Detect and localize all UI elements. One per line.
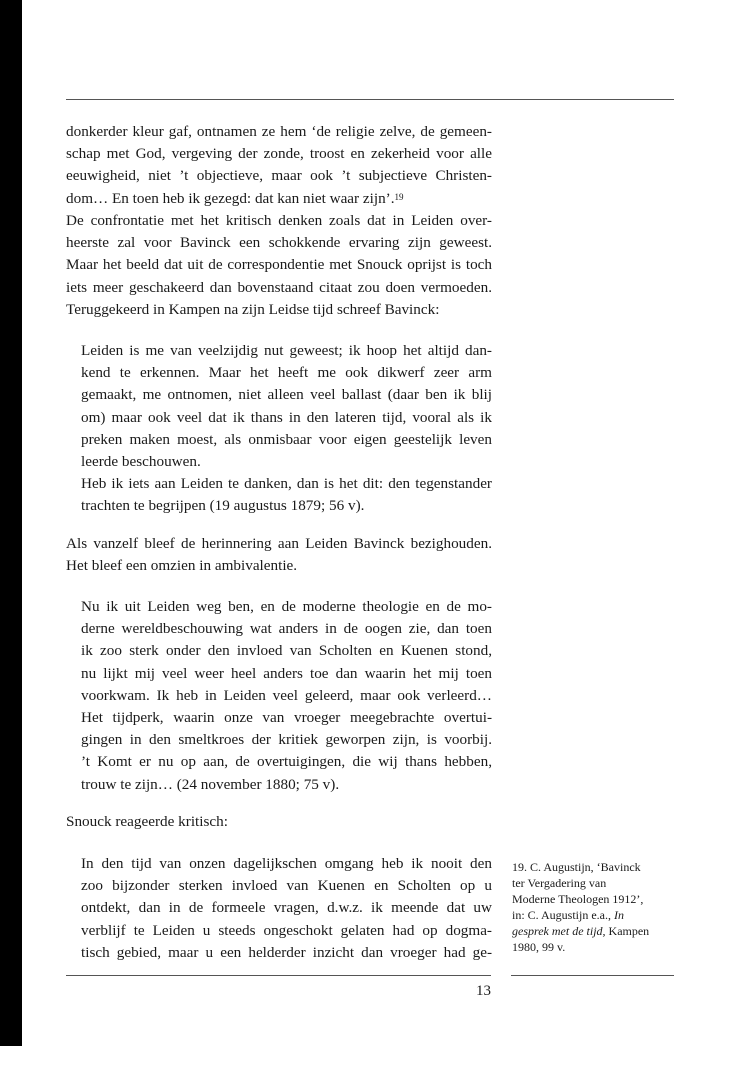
text-line: zoo bijzonder sterken invloed van Kuenen en Scholten op u [81, 877, 492, 895]
page-number: 13 [476, 983, 491, 999]
text-line [66, 188, 492, 210]
text-line: De confrontatie met het kritisch denken zoals dat in Leiden over- [66, 212, 492, 229]
text-line: om) maar ook veel dat ik thans in den lateren tijd, vooral als ik [81, 408, 492, 426]
footnote-text: Kampen [608, 924, 650, 938]
footnote-ref: 19 [394, 191, 404, 202]
text-line: Teruggekeerd in Kampen na zijn Leidse tijd schreef Bavinck: [66, 300, 440, 318]
footnote-text: in: C. Augustijn e.a., [512, 908, 611, 922]
footnote-italic: gesprek met de tijd, [512, 924, 606, 938]
footer-rule [66, 975, 491, 976]
text-line: schap met God, vergeving der zonde, troost en zekerheid voor alle [66, 145, 492, 163]
text-line: trachten te begrijpen (19 augustus 1879; 56 v). [81, 497, 365, 515]
text-line: Leiden is me van veelzijdig nut geweest; ik hoop het altijd dan- [81, 342, 492, 359]
text-line: Het tijdperk, waarin onze van vroeger meegebrachte overtui- [81, 709, 492, 727]
footer-rule-margin [511, 975, 674, 976]
paragraph-1 [66, 121, 492, 210]
text-line: Het bleef een omzien in ambivalentie. [66, 557, 298, 575]
text-line: nu lijkt mij veel weer heel anders toe dan waarin het mij toen [81, 664, 492, 682]
block-quote-3 [81, 853, 492, 964]
block-quote-2 [81, 596, 492, 796]
text-line: kend te erkennen. Maar het heeft me ook dikwerf zeer arm [81, 364, 492, 382]
text-line: iets meer geschakeerd dan bovenstaand citaat zou doen vermoeden. [66, 278, 492, 296]
footnote-line [512, 923, 678, 939]
text-line: Snouck reageerde kritisch: [66, 813, 228, 830]
header-rule [66, 99, 674, 100]
footnote-italic: In [614, 908, 624, 922]
footnote-line [512, 907, 678, 923]
scan-edge-bar [0, 0, 22, 1046]
text-line: gemaakt, me ontnomen, niet alleen veel ballast (daar ben ik blij [81, 386, 492, 404]
block-quote-1 [81, 340, 492, 518]
text-line: heerste zal voor Bavinck een schokkende ervaring zijn geweest. [66, 234, 492, 252]
text-line: ontdekt, dan in de formeele vragen, d.w.z. ik meende dat uw [81, 899, 492, 917]
text-line: Maar het beeld dat uit de correspondentie met Snouck oprijst is toch [66, 256, 492, 274]
text-line: eeuwigheid, niet ’t objectieve, maar ook ’t subjectieve Christen- [66, 167, 492, 185]
text-line: Nu ik uit Leiden weg ben, en de moderne theologie en de mo- [81, 598, 492, 615]
text-line: verblijf te Leiden u steeds ongeschokt gelaten had op dogma- [81, 921, 492, 939]
text-line: tisch gebied, maar u een helderder inzicht dan vroeger had ge- [81, 943, 492, 961]
footnote-line: 19. C. Augustijn, ‘Bavinck [512, 860, 641, 874]
text-line: voorkwam. Ik heb in Leiden veel geleerd, maar ook verleerd… [81, 686, 492, 704]
text-line: ’t Komt er nu op aan, de overtuigingen, die wij thans hebben, [81, 753, 492, 771]
text-line: ik zoo sterk onder den invloed van Scholten en Kuenen stond, [81, 642, 492, 660]
text-line: Als vanzelf bleef de herinnering aan Leiden Bavinck bezighouden. [66, 535, 492, 552]
text-line: derne wereldbeschouwing wat anders in de oogen zie, dan toen [81, 620, 492, 638]
footnote-line: ter Vergadering van [512, 876, 607, 890]
text-line: trouw te zijn… (24 november 1880; 75 v). [81, 775, 340, 793]
text-line: preken maken moest, als onmisbaar voor eigen geestelijk leven [81, 430, 492, 448]
text-fragment: dom… En toen heb ik gezegd: dat kan niet waar zijn’. [66, 189, 395, 207]
text-line: donkerder kleur gaf, ontnamen ze hem ‘de religie zelve, de gemeen- [66, 123, 492, 140]
footnote-19 [512, 859, 678, 955]
footnote-line: 1980, 99 v. [512, 940, 566, 954]
text-line: Heb ik iets aan Leiden te danken, dan is het dit: den tegenstander [81, 475, 492, 493]
text-line: leerde beschouwen. [81, 453, 201, 471]
paragraph-2 [66, 210, 492, 321]
text-line: gingen in den smeltkroes der kritiek geworpen zijn, is voorbij. [81, 731, 492, 749]
paragraph-4 [66, 811, 492, 833]
paragraph-3 [66, 533, 492, 577]
footnote-line: Moderne Theologen 1912’, [512, 892, 644, 906]
text-line: In den tijd van onzen dagelijkschen omgang heb ik nooit den [81, 855, 492, 872]
